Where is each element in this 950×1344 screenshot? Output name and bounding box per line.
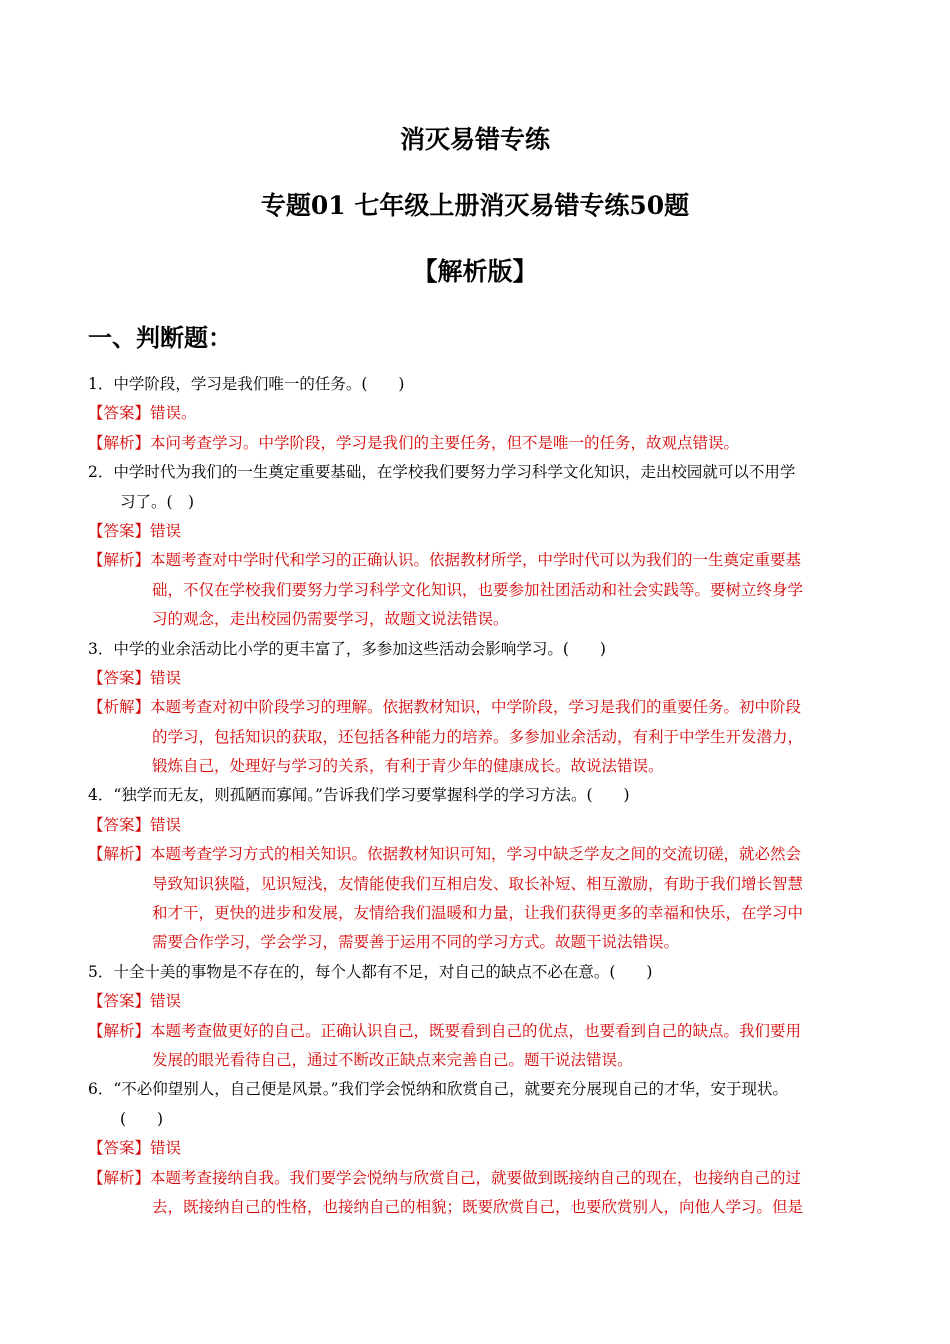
question-item [88, 958, 878, 1076]
answer-tag: 【答案】 [88, 404, 151, 423]
explanation-text: 本题考查对中学时代和学习的正确认识。依据教材所学，中学时代可以为我们的一生奠定重要基 [150, 551, 802, 570]
explanation-line [88, 693, 878, 722]
explanation-line [88, 840, 878, 869]
explanation-text-continued: 础，不仅在学校我们要努力学习科学文化知识，也要参加社团活动和社会实践等。要树立终身学 [152, 580, 804, 599]
question-text: 2．中学时代为我们的一生奠定重要基础，在学校我们要努力学习科学文化知识，走出校园就可以不用学 [88, 463, 796, 482]
explanation-text: 本题考查对初中阶段学习的理解。依据教材知识，中学阶段，学习是我们的重要任务。初中阶段 [150, 698, 802, 717]
answer-tag: 【答案】 [88, 521, 151, 540]
section-heading: 一、判断题： [88, 323, 232, 352]
explanation-tag: 【解析】 [88, 551, 151, 570]
question-text: 6．“不必仰望别人，自己便是风景。”我们学会悦纳和欣赏自己，就要充分展现自己的才华，安于现状。 [88, 1080, 788, 1099]
explanation-text: 本题考查接纳自我。我们要学会悦纳与欣赏自己，就要做到既接纳自己的现在，也接纳自己的过 [150, 1168, 802, 1187]
explanation-text: 本题考查学习方式的相关知识。依据教材知识可知，学习中缺乏学友之间的交流切磋，就必然会 [150, 845, 802, 864]
answer-tag: 【答案】 [88, 815, 151, 834]
question-text: 3．中学的业余活动比小学的更丰富了，多参加这些活动会影响学习。( ) [88, 639, 606, 658]
answer-line [88, 664, 878, 693]
explanation-text-continued: 和才干，更快的进步和发展，友情给我们温暖和力量，让我们获得更多的幸福和快乐，在学习中 [152, 904, 804, 923]
answer-tag: 【答案】 [88, 668, 151, 687]
explanation-text-continued: 锻炼自己，处理好与学习的关系，有利于青少年的健康成长。故说法错误。 [152, 757, 664, 776]
question-item [88, 370, 878, 458]
explanation-line [88, 1164, 878, 1193]
answer-text: 错误 [150, 1139, 182, 1158]
question-text: 5．十全十美的事物是不存在的，每个人都有不足，对自己的缺点不必在意。( ) [88, 962, 653, 981]
explanation-text-continued: 去，既接纳自己的性格，也接纳自己的相貌；既要欣赏自己，也要欣赏别人，向他人学习。但是 [152, 1197, 804, 1216]
answer-tag: 【答案】 [88, 1139, 151, 1158]
question-text: 1．中学阶段，学习是我们唯一的任务。( ) [88, 375, 405, 393]
explanation-line [88, 1017, 878, 1046]
answer-line [88, 517, 878, 546]
explanation-text: 本题考查做更好的自己。正确认识自己，既要看到自己的优点，也要看到自己的缺点。我们要用 [150, 1021, 802, 1040]
question-item [88, 458, 878, 634]
question-list [88, 370, 878, 1222]
explanation-text-continued: 发展的眼光看待自己，通过不断改正缺点来完善自己。题干说法错误。 [152, 1050, 633, 1069]
edition-label: 【解析版】 [412, 257, 538, 286]
question-item [88, 1075, 878, 1222]
answer-text: 错误 [150, 815, 182, 834]
explanation-tag: 【解析】 [88, 1168, 151, 1187]
explanation-tag: 【解析】 [88, 433, 151, 452]
answer-tag: 【答案】 [88, 992, 151, 1011]
explanation-tag: 【析解】 [88, 698, 151, 717]
explanation-text-continued: 习的观念，走出校园仍需要学习，故题文说法错误。 [152, 610, 509, 629]
question-text-continued: ( ) [120, 1109, 164, 1128]
answer-line [88, 1134, 878, 1163]
document-title: 消灭易错专练 [399, 125, 550, 154]
explanation-text-continued: 的学习，包括知识的获取，还包括各种能力的培养。多参加业余活动，有利于中学生开发潜力， [152, 727, 804, 746]
question-item [88, 781, 878, 957]
explanation-text-continued: 导致知识狭隘，见识短浅，友情能使我们互相启发、取长补短、相互激励，有助于我们增长智慧 [152, 874, 804, 893]
question-text-continued: 习了。( ) [120, 492, 195, 511]
explanation-text: 本问考查学习。中学阶段，学习是我们的主要任务，但不是唯一的任务，故观点错误。 [150, 433, 740, 452]
explanation-text-continued: 需要合作学习，学会学习，需要善于运用不同的学习方式。故题干说法错误。 [152, 933, 680, 952]
explanation-tag: 【解析】 [88, 845, 151, 864]
question-text: 4．“独学而无友，则孤陋而寡闻。”告诉我们学习要掌握科学的学习方法。( ) [88, 786, 630, 805]
document-subtitle: 专题01 七年级上册消灭易错专练50题 [260, 191, 690, 220]
answer-text: 错误。 [150, 404, 197, 423]
explanation-line [88, 429, 878, 458]
answer-line [88, 987, 878, 1016]
answer-line [88, 811, 878, 840]
explanation-line [88, 546, 878, 575]
explanation-tag: 【解析】 [88, 1021, 151, 1040]
answer-text: 错误 [150, 668, 182, 687]
answer-line [88, 399, 878, 428]
answer-text: 错误 [150, 992, 182, 1011]
answer-text: 错误 [150, 521, 182, 540]
question-item [88, 635, 878, 782]
